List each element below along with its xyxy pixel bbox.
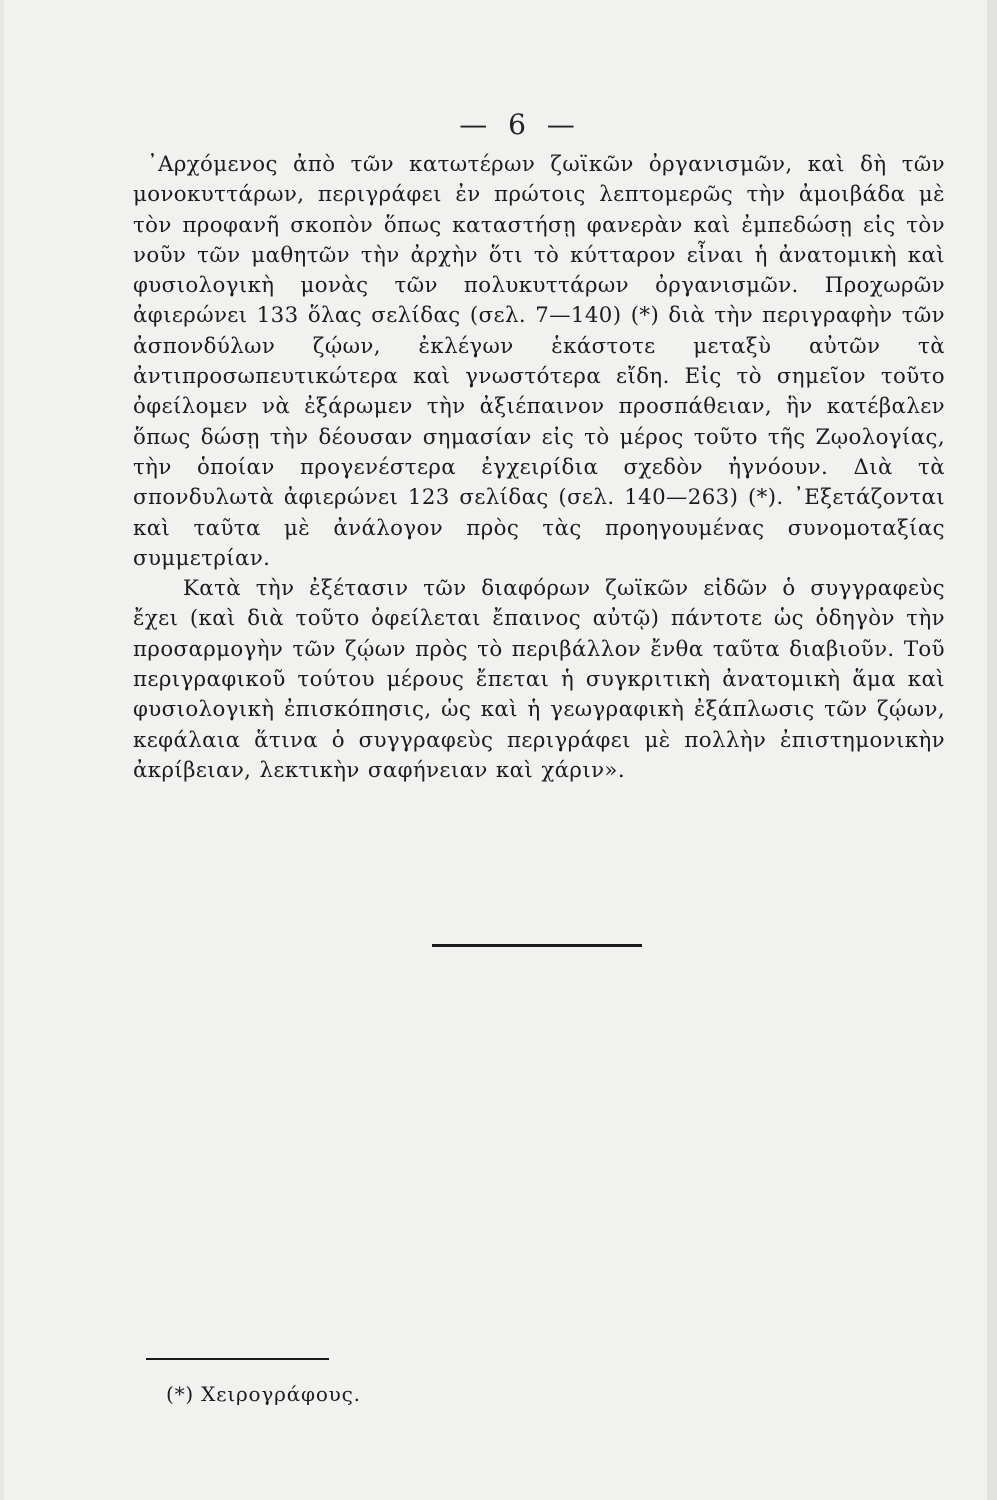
footnote: (*) Χειρογράφους. [166, 1382, 361, 1406]
paragraph-2: Κατὰ τὴν ἐξέτασιν τῶν διαφόρων ζωϊκῶν εἰδῶν ὁ συγγραφεὺς ἔχει (καὶ διὰ τοῦτο ὀφείλεται ἔπαινος αὐτῷ) πάντοτε ὡς ὁδηγὸν τὴν προσαρμογὴν τῶν ζῴων πρὸς τὸ περιβάλλον ἔνθα ταῦτα διαβιοῦν. Τοῦ περιγραφικοῦ τούτου μέρους ἔπεται ἡ συγκριτικὴ ἀνατομικὴ ἅμα καὶ φυσιολογικὴ ἐπισκόπησις, ὡς καὶ ἡ γεωγραφικὴ ἐξάπλωσις τῶν ζῴων, κεφάλαια ἅτινα ὁ συγγραφεὺς περιγράφει μὲ πολλὴν ἐπιστημονικὴν ἀκρίβειαν, λεκτικὴν σαφήνειαν καὶ χάριν». [133, 576, 945, 783]
section-separator-rule [432, 944, 642, 947]
scan-edge-left [0, 0, 4, 1500]
body-text [133, 150, 945, 786]
page-number: — 6 — [459, 108, 581, 141]
paragraph-1: ᾿Αρχόμενος ἀπὸ τῶν κατωτέρων ζωϊκῶν ὀργανισμῶν, καὶ δὴ τῶν μονοκυττάρων, περιγράφει ἐν πρώτοις λεπτομερῶς τὴν ἀμοιβάδα μὲ τὸν προφανῆ σκοπὸν ὅπως καταστήσῃ φανερὰν καὶ ἐμπεδώσῃ εἰς τὸν νοῦν τῶν μαθητῶν τὴν ἀρχὴν ὅτι τὸ κύτταρον εἶναι ἡ ἀνατομικὴ καὶ φυσιολογικὴ μονὰς τῶν πολυκυττάρων ὀργανισμῶν. Προχωρῶν ἀφιερώνει 133 ὅλας σελίδας (σελ. 7—140) (*) διὰ τὴν περιγραφὴν τῶν ἀσπονδύλων ζῴων, ἐκλέγων ἑκάστοτε μεταξὺ αὐτῶν τὰ ἀντιπροσωπευτικώτερα καὶ γνωστότερα εἴδη. Εἰς τὸ σημεῖον τοῦτο ὀφείλομεν νὰ ἐξάρωμεν τὴν ἀξιέπαινον προσπάθειαν, ἣν κατέβαλεν ὅπως δώσῃ τὴν δέουσαν σημασίαν εἰς τὸ μέρος τοῦτο τῆς Ζῳολογίας, τὴν ὁποίαν προγενέστερα ἐγχειρίδια σχεδὸν ἠγνόουν. Διὰ τὰ σπονδυλωτὰ ἀφιερώνει 123 σελίδας (σελ. 140—263) (*). ᾿Εξετάζονται καὶ ταῦτα μὲ ἀνάλογον πρὸς τὰς προηγουμένας συνομοταξίας συμμετρίαν. [133, 152, 945, 571]
scan-edge-right [987, 0, 997, 1500]
footnote-rule [146, 1358, 329, 1360]
